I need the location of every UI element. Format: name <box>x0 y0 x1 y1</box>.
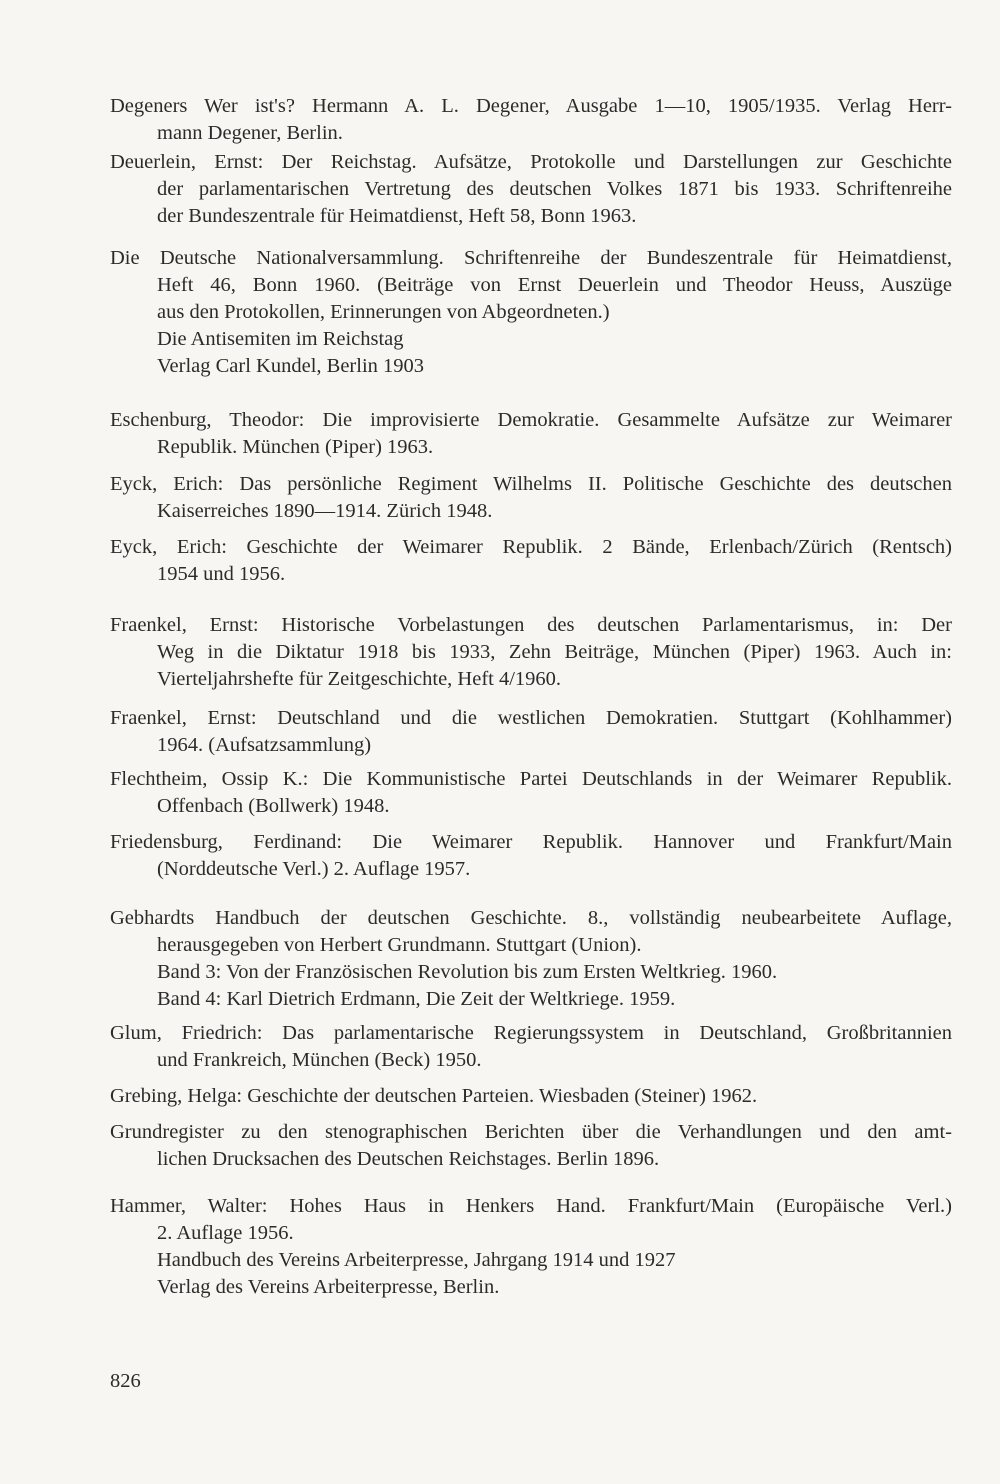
entry-line: Fraenkel, Ernst: Deutschland und die westlichen Demokratien. Stuttgart (Kohlhammer) <box>110 707 952 729</box>
bibliography-entry <box>110 905 952 1013</box>
entry-line: Vierteljahrshefte für Zeitgeschichte, Heft 4/1960. <box>157 668 562 690</box>
entry-line: Grebing, Helga: Geschichte der deutschen Parteien. Wiesbaden (Steiner) 1962. <box>110 1085 758 1107</box>
bibliography-entry <box>110 829 952 883</box>
entry-line: Eyck, Erich: Das persönliche Regiment Wilhelms II. Politische Geschichte des deutschen <box>110 473 952 495</box>
bibliography-entry <box>110 1020 952 1074</box>
bibliography-entry <box>110 612 952 693</box>
entry-line: Verlag des Vereins Arbeiterpresse, Berlin. <box>157 1276 500 1298</box>
entry-line: Flechtheim, Ossip K.: Die Kommunistische Partei Deutschlands in der Weimarer Republik. <box>110 768 952 790</box>
entry-line: lichen Drucksachen des Deutschen Reichstages. Berlin 1896. <box>157 1148 660 1170</box>
entry-line: Verlag Carl Kundel, Berlin 1903 <box>157 355 425 377</box>
entry-line: mann Degener, Berlin. <box>157 122 343 144</box>
bibliography-entry <box>110 1119 952 1173</box>
entry-line: Glum, Friedrich: Das parlamentarische Regierungssystem in Deutschland, Großbritannien <box>110 1022 952 1044</box>
entry-line: herausgegeben von Herbert Grundmann. Stuttgart (Union). <box>157 934 642 956</box>
entry-line: und Frankreich, München (Beck) 1950. <box>157 1049 482 1071</box>
bibliography-entry <box>110 534 952 588</box>
entry-line: Die Deutsche Nationalversammlung. Schriftenreihe der Bundeszentrale für Heimatdienst, <box>110 247 952 269</box>
entry-line: 1964. (Aufsatzsammlung) <box>157 734 372 756</box>
entry-line: (Norddeutsche Verl.) 2. Auflage 1957. <box>157 858 471 880</box>
entry-line: Degeners Wer ist's? Hermann A. L. Degener, Ausgabe 1—10, 1905/1935. Verlag Herr- <box>110 95 952 117</box>
bibliography-entry <box>110 705 952 759</box>
entry-line: 1954 und 1956. <box>157 563 286 585</box>
entry-line: der parlamentarischen Vertretung des deutschen Volkes 1871 bis 1933. Schriftenreihe <box>157 178 952 200</box>
bibliography-entry <box>110 471 952 525</box>
entry-line: Offenbach (Bollwerk) 1948. <box>157 795 390 817</box>
entry-line: Heft 46, Bonn 1960. (Beiträge von Ernst Deuerlein und Theodor Heuss, Auszüge <box>157 274 952 296</box>
page-number: 826 <box>110 1370 141 1392</box>
entry-line: Deuerlein, Ernst: Der Reichstag. Aufsätze, Protokolle und Darstellungen zur Geschichte <box>110 151 952 173</box>
entry-line: Grundregister zu den stenographischen Berichten über die Verhandlungen und den amt- <box>110 1121 952 1143</box>
entry-line: Hammer, Walter: Hohes Haus in Henkers Hand. Frankfurt/Main (Europäische Verl.) <box>110 1195 952 1217</box>
entry-line: 2. Auflage 1956. <box>157 1222 294 1244</box>
bibliography-entry <box>110 766 952 820</box>
entry-line: Handbuch des Vereins Arbeiterpresse, Jahrgang 1914 und 1927 <box>157 1249 676 1271</box>
bibliography-entry <box>110 245 952 380</box>
entry-line: Die Antisemiten im Reichstag <box>157 328 404 350</box>
entry-line: aus den Protokollen, Erinnerungen von Abgeordneten.) <box>157 301 610 323</box>
entry-line: Republik. München (Piper) 1963. <box>157 436 434 458</box>
bibliography-entry <box>110 93 952 147</box>
bibliography-entry <box>110 1083 952 1110</box>
entry-line: Eschenburg, Theodor: Die improvisierte Demokratie. Gesammelte Aufsätze zur Weimarer <box>110 409 952 431</box>
entry-line: Weg in die Diktatur 1918 bis 1933, Zehn Beiträge, München (Piper) 1963. Auch in: <box>157 641 952 663</box>
entry-line: Eyck, Erich: Geschichte der Weimarer Republik. 2 Bände, Erlenbach/Zürich (Rentsch) <box>110 536 952 558</box>
bibliography-entry <box>110 407 952 461</box>
bibliography-entry <box>110 149 952 230</box>
entry-line: Band 4: Karl Dietrich Erdmann, Die Zeit der Weltkriege. 1959. <box>157 988 676 1010</box>
bibliography-entry <box>110 1193 952 1301</box>
entry-line: Kaiserreiches 1890—1914. Zürich 1948. <box>157 500 493 522</box>
entry-line: Fraenkel, Ernst: Historische Vorbelastungen des deutschen Parlamentarismus, in: Der <box>110 614 952 636</box>
entry-line: der Bundeszentrale für Heimatdienst, Heft 58, Bonn 1963. <box>157 205 637 227</box>
entry-line: Gebhardts Handbuch der deutschen Geschichte. 8., vollständig neubearbeitete Auflage, <box>110 907 952 929</box>
entry-line: Friedensburg, Ferdinand: Die Weimarer Republik. Hannover und Frankfurt/Main <box>110 831 952 853</box>
entry-line: Band 3: Von der Französischen Revolution bis zum Ersten Weltkrieg. 1960. <box>157 961 778 983</box>
